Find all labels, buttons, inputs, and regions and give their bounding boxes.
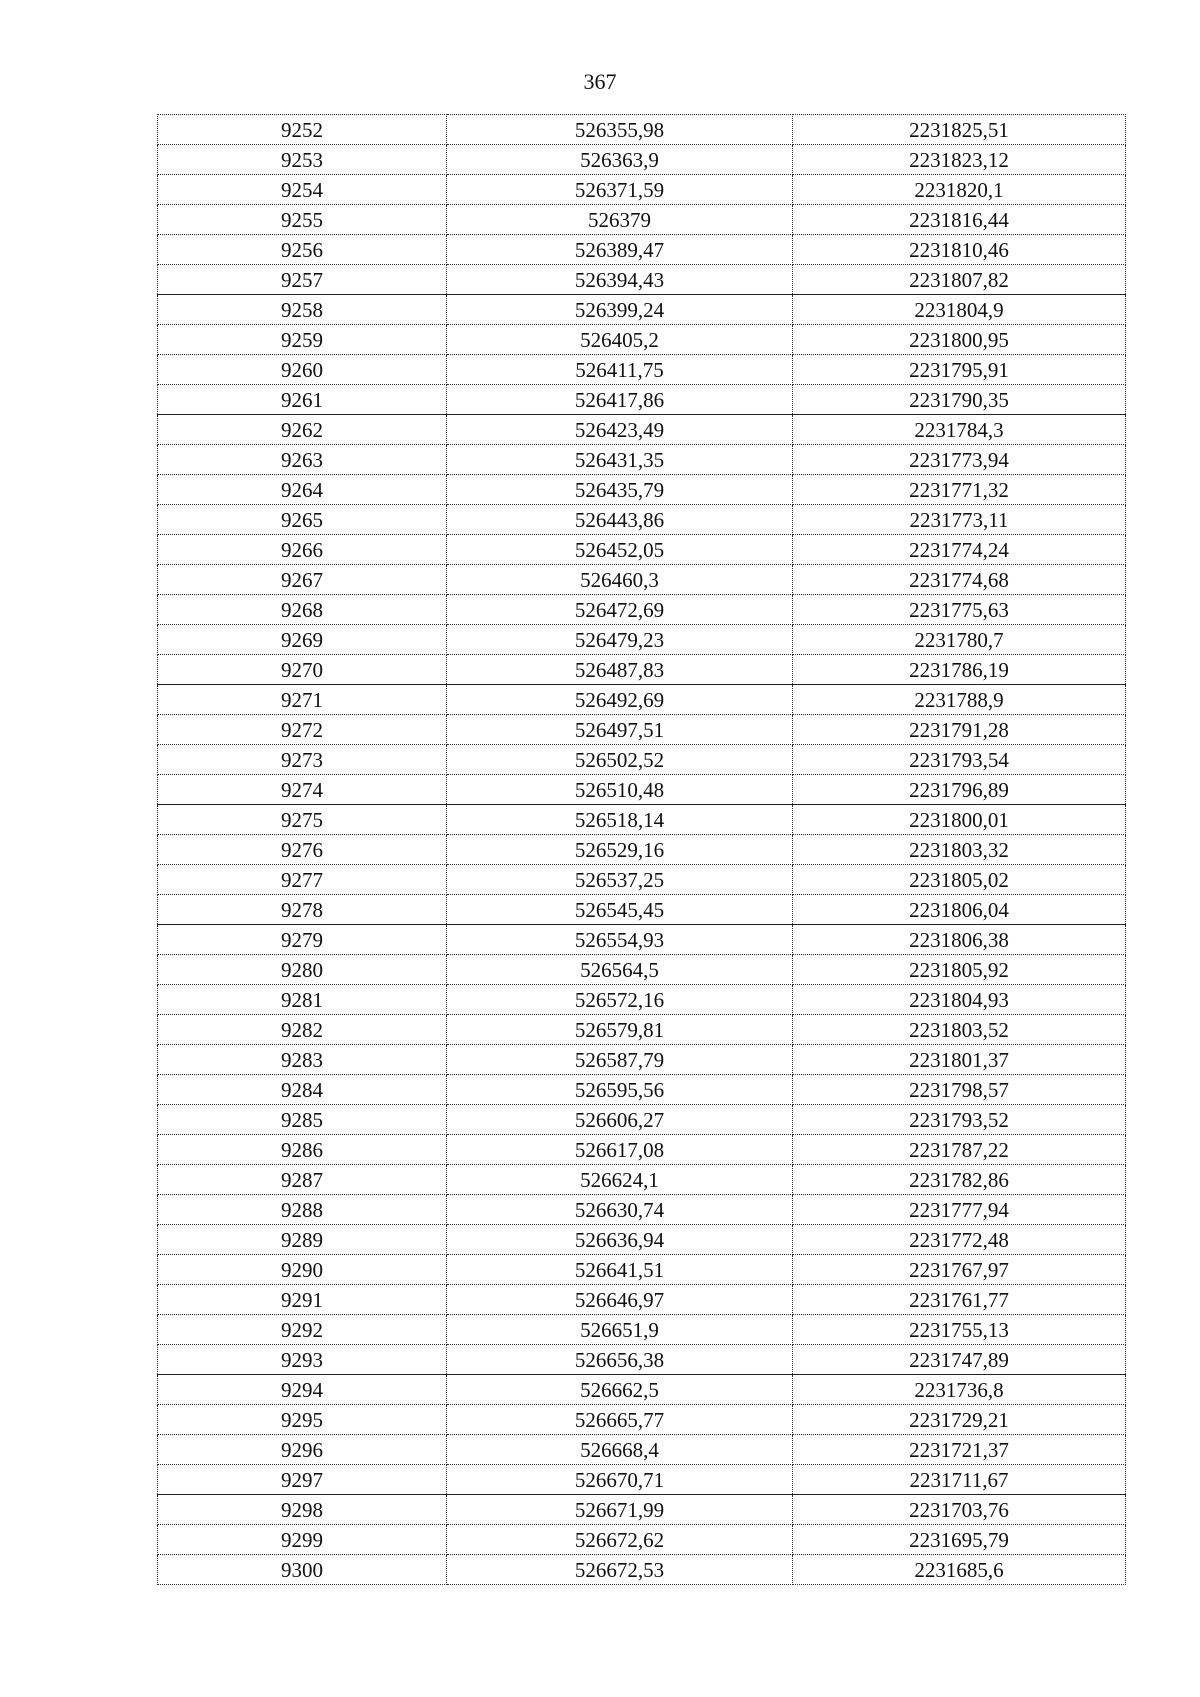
x-coordinate-cell: 526479,23 [447,625,793,655]
point-number-cell: 9276 [158,835,447,865]
page-number: 367 [583,69,617,94]
x-coordinate-cell: 526595,56 [447,1075,793,1105]
table-row [158,1165,1126,1195]
point-number-cell: 9258 [158,295,447,325]
x-coordinate-cell: 526405,2 [447,325,793,355]
x-coordinate-cell: 526460,3 [447,565,793,595]
x-coordinate-cell: 526672,53 [447,1555,793,1585]
x-coordinate-cell: 526672,62 [447,1525,793,1555]
y-coordinate-cell: 2231793,52 [793,1105,1126,1135]
y-coordinate-cell: 2231711,67 [793,1465,1126,1495]
table-row [158,1345,1126,1375]
point-number-cell: 9267 [158,565,447,595]
x-coordinate-cell: 526630,74 [447,1195,793,1225]
x-coordinate-cell: 526587,79 [447,1045,793,1075]
table-row [158,265,1126,295]
table-row [158,1255,1126,1285]
x-coordinate-cell: 526670,71 [447,1465,793,1495]
y-coordinate-cell: 2231774,24 [793,535,1126,565]
x-coordinate-cell: 526411,75 [447,355,793,385]
x-coordinate-cell: 526492,69 [447,685,793,715]
table-row [158,1495,1126,1525]
point-number-cell: 9282 [158,1015,447,1045]
x-coordinate-cell: 526662,5 [447,1375,793,1405]
point-number-cell: 9291 [158,1285,447,1315]
point-number-cell: 9288 [158,1195,447,1225]
point-number-cell: 9275 [158,805,447,835]
x-coordinate-cell: 526554,93 [447,925,793,955]
coordinates-table [157,114,1126,1585]
x-coordinate-cell: 526417,86 [447,385,793,415]
point-number-cell: 9273 [158,745,447,775]
y-coordinate-cell: 2231721,37 [793,1435,1126,1465]
y-coordinate-cell: 2231772,48 [793,1225,1126,1255]
y-coordinate-cell: 2231795,91 [793,355,1126,385]
table-row [158,1015,1126,1045]
point-number-cell: 9252 [158,115,447,145]
table-row [158,445,1126,475]
point-number-cell: 9277 [158,865,447,895]
table-row [158,625,1126,655]
table-row [158,685,1126,715]
point-number-cell: 9256 [158,235,447,265]
x-coordinate-cell: 526502,52 [447,745,793,775]
y-coordinate-cell: 2231777,94 [793,1195,1126,1225]
y-coordinate-cell: 2231736,8 [793,1375,1126,1405]
y-coordinate-cell: 2231703,76 [793,1495,1126,1525]
y-coordinate-cell: 2231780,7 [793,625,1126,655]
x-coordinate-cell: 526379 [447,205,793,235]
point-number-cell: 9263 [158,445,447,475]
table-row [158,775,1126,805]
x-coordinate-cell: 526572,16 [447,985,793,1015]
table-row [158,535,1126,565]
x-coordinate-cell: 526452,05 [447,535,793,565]
y-coordinate-cell: 2231805,92 [793,955,1126,985]
x-coordinate-cell: 526636,94 [447,1225,793,1255]
point-number-cell: 9286 [158,1135,447,1165]
table-row [158,1285,1126,1315]
table-row [158,925,1126,955]
point-number-cell: 9281 [158,985,447,1015]
x-coordinate-cell: 526646,97 [447,1285,793,1315]
point-number-cell: 9294 [158,1375,447,1405]
table-row [158,1225,1126,1255]
y-coordinate-cell: 2231796,89 [793,775,1126,805]
y-coordinate-cell: 2231788,9 [793,685,1126,715]
y-coordinate-cell: 2231800,95 [793,325,1126,355]
y-coordinate-cell: 2231803,32 [793,835,1126,865]
y-coordinate-cell: 2231784,3 [793,415,1126,445]
point-number-cell: 9293 [158,1345,447,1375]
x-coordinate-cell: 526579,81 [447,1015,793,1045]
x-coordinate-cell: 526431,35 [447,445,793,475]
x-coordinate-cell: 526423,49 [447,415,793,445]
point-number-cell: 9280 [158,955,447,985]
y-coordinate-cell: 2231793,54 [793,745,1126,775]
table-row [158,595,1126,625]
point-number-cell: 9260 [158,355,447,385]
y-coordinate-cell: 2231810,46 [793,235,1126,265]
table-row [158,295,1126,325]
y-coordinate-cell: 2231800,01 [793,805,1126,835]
table-row [158,1195,1126,1225]
table-row [158,895,1126,925]
x-coordinate-cell: 526624,1 [447,1165,793,1195]
point-number-cell: 9285 [158,1105,447,1135]
x-coordinate-cell: 526435,79 [447,475,793,505]
point-number-cell: 9283 [158,1045,447,1075]
y-coordinate-cell: 2231825,51 [793,115,1126,145]
x-coordinate-cell: 526394,43 [447,265,793,295]
y-coordinate-cell: 2231806,04 [793,895,1126,925]
table-row [158,205,1126,235]
y-coordinate-cell: 2231755,13 [793,1315,1126,1345]
y-coordinate-cell: 2231806,38 [793,925,1126,955]
table-row [158,655,1126,685]
y-coordinate-cell: 2231767,97 [793,1255,1126,1285]
table-row [158,1045,1126,1075]
point-number-cell: 9261 [158,385,447,415]
point-number-cell: 9295 [158,1405,447,1435]
table-row [158,835,1126,865]
y-coordinate-cell: 2231820,1 [793,175,1126,205]
point-number-cell: 9269 [158,625,447,655]
y-coordinate-cell: 2231695,79 [793,1525,1126,1555]
point-number-cell: 9270 [158,655,447,685]
point-number-cell: 9265 [158,505,447,535]
y-coordinate-cell: 2231816,44 [793,205,1126,235]
x-coordinate-cell: 526564,5 [447,955,793,985]
x-coordinate-cell: 526518,14 [447,805,793,835]
point-number-cell: 9266 [158,535,447,565]
x-coordinate-cell: 526487,83 [447,655,793,685]
table-row [158,1405,1126,1435]
y-coordinate-cell: 2231786,19 [793,655,1126,685]
y-coordinate-cell: 2231805,02 [793,865,1126,895]
x-coordinate-cell: 526389,47 [447,235,793,265]
point-number-cell: 9274 [158,775,447,805]
x-coordinate-cell: 526668,4 [447,1435,793,1465]
y-coordinate-cell: 2231774,68 [793,565,1126,595]
table-row [158,1075,1126,1105]
y-coordinate-cell: 2231791,28 [793,715,1126,745]
x-coordinate-cell: 526656,38 [447,1345,793,1375]
y-coordinate-cell: 2231803,52 [793,1015,1126,1045]
point-number-cell: 9272 [158,715,447,745]
y-coordinate-cell: 2231729,21 [793,1405,1126,1435]
point-number-cell: 9278 [158,895,447,925]
table-row [158,985,1126,1015]
table-row [158,745,1126,775]
table-row [158,385,1126,415]
table-row [158,415,1126,445]
x-coordinate-cell: 526510,48 [447,775,793,805]
y-coordinate-cell: 2231771,32 [793,475,1126,505]
x-coordinate-cell: 526665,77 [447,1405,793,1435]
x-coordinate-cell: 526606,27 [447,1105,793,1135]
x-coordinate-cell: 526641,51 [447,1255,793,1285]
y-coordinate-cell: 2231798,57 [793,1075,1126,1105]
table-row [158,115,1126,145]
table-row [158,325,1126,355]
point-number-cell: 9284 [158,1075,447,1105]
table-row [158,955,1126,985]
y-coordinate-cell: 2231775,63 [793,595,1126,625]
y-coordinate-cell: 2231807,82 [793,265,1126,295]
y-coordinate-cell: 2231761,77 [793,1285,1126,1315]
point-number-cell: 9268 [158,595,447,625]
point-number-cell: 9279 [158,925,447,955]
x-coordinate-cell: 526497,51 [447,715,793,745]
table-row [158,175,1126,205]
x-coordinate-cell: 526537,25 [447,865,793,895]
point-number-cell: 9257 [158,265,447,295]
point-number-cell: 9262 [158,415,447,445]
table-row [158,505,1126,535]
point-number-cell: 9254 [158,175,447,205]
point-number-cell: 9264 [158,475,447,505]
y-coordinate-cell: 2231804,9 [793,295,1126,325]
x-coordinate-cell: 526443,86 [447,505,793,535]
table-row [158,715,1126,745]
x-coordinate-cell: 526545,45 [447,895,793,925]
y-coordinate-cell: 2231804,93 [793,985,1126,1015]
point-number-cell: 9298 [158,1495,447,1525]
coordinates-table-body [158,115,1126,1585]
x-coordinate-cell: 526651,9 [447,1315,793,1345]
table-row [158,1105,1126,1135]
table-row [158,805,1126,835]
x-coordinate-cell: 526399,24 [447,295,793,325]
y-coordinate-cell: 2231801,37 [793,1045,1126,1075]
table-row [158,1135,1126,1165]
table-row [158,355,1126,385]
y-coordinate-cell: 2231787,22 [793,1135,1126,1165]
table-row [158,1435,1126,1465]
y-coordinate-cell: 2231747,89 [793,1345,1126,1375]
table-row [158,1525,1126,1555]
table-row [158,565,1126,595]
point-number-cell: 9296 [158,1435,447,1465]
y-coordinate-cell: 2231782,86 [793,1165,1126,1195]
point-number-cell: 9287 [158,1165,447,1195]
point-number-cell: 9289 [158,1225,447,1255]
point-number-cell: 9297 [158,1465,447,1495]
y-coordinate-cell: 2231790,35 [793,385,1126,415]
point-number-cell: 9271 [158,685,447,715]
x-coordinate-cell: 526529,16 [447,835,793,865]
x-coordinate-cell: 526671,99 [447,1495,793,1525]
y-coordinate-cell: 2231773,94 [793,445,1126,475]
y-coordinate-cell: 2231685,6 [793,1555,1126,1585]
table-row [158,145,1126,175]
point-number-cell: 9253 [158,145,447,175]
x-coordinate-cell: 526363,9 [447,145,793,175]
table-row [158,1315,1126,1345]
x-coordinate-cell: 526371,59 [447,175,793,205]
point-number-cell: 9299 [158,1525,447,1555]
x-coordinate-cell: 526355,98 [447,115,793,145]
table-row [158,235,1126,265]
y-coordinate-cell: 2231823,12 [793,145,1126,175]
table-row [158,1375,1126,1405]
y-coordinate-cell: 2231773,11 [793,505,1126,535]
point-number-cell: 9292 [158,1315,447,1345]
point-number-cell: 9259 [158,325,447,355]
table-row [158,475,1126,505]
point-number-cell: 9255 [158,205,447,235]
point-number-cell: 9300 [158,1555,447,1585]
table-row [158,1465,1126,1495]
point-number-cell: 9290 [158,1255,447,1285]
x-coordinate-cell: 526472,69 [447,595,793,625]
table-row [158,865,1126,895]
x-coordinate-cell: 526617,08 [447,1135,793,1165]
table-row [158,1555,1126,1585]
